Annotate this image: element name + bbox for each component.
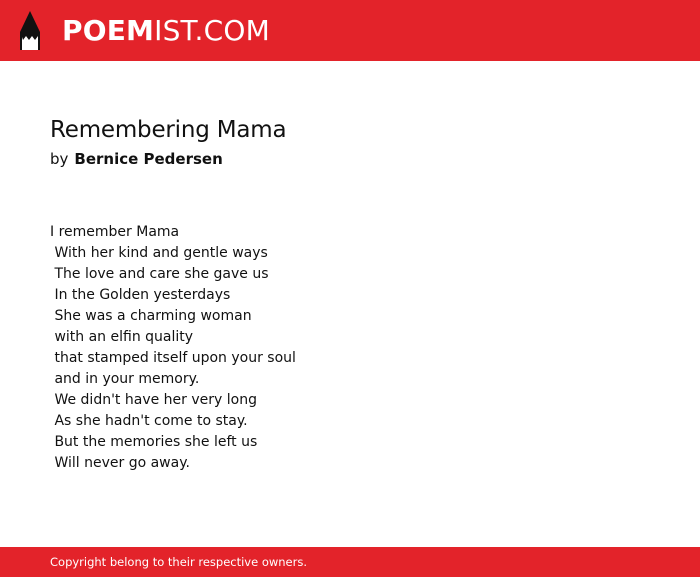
poem-line: that stamped itself upon your soul (50, 350, 296, 366)
poem-line: As she hadn't come to stay. (50, 413, 248, 429)
poem-line: The love and care she gave us (50, 266, 269, 282)
poem-body (50, 222, 650, 474)
site-logo-text (62, 14, 270, 47)
poem-title: Remembering Mama (50, 117, 287, 143)
poem-line: Will never go away. (50, 455, 190, 471)
by-label: by (50, 150, 69, 168)
poem-line: I remember Mama (50, 224, 180, 240)
poem-line: We didn't have her very long (50, 392, 257, 408)
site-header (0, 0, 700, 61)
poem-byline (50, 148, 650, 170)
poem-line: and in your memory. (50, 371, 200, 387)
poem-line: With her kind and gentle ways (50, 245, 268, 261)
poem-line: with an elfin quality (50, 329, 194, 345)
poem-author: Bernice Pedersen (74, 150, 223, 168)
site-footer (0, 547, 700, 577)
poem-content (50, 114, 650, 474)
logo-light-text: IST.COM (154, 14, 270, 47)
poem-line: But the memories she left us (50, 434, 258, 450)
poem-line: In the Golden yesterdays (50, 287, 231, 303)
poem-line: She was a charming woman (50, 308, 252, 324)
logo-bold-text: POEM (62, 14, 155, 47)
site-logo-link[interactable] (18, 9, 270, 53)
pencil-tip-icon (18, 10, 42, 52)
copyright-text: Copyright belong to their respective owners. (50, 555, 308, 569)
